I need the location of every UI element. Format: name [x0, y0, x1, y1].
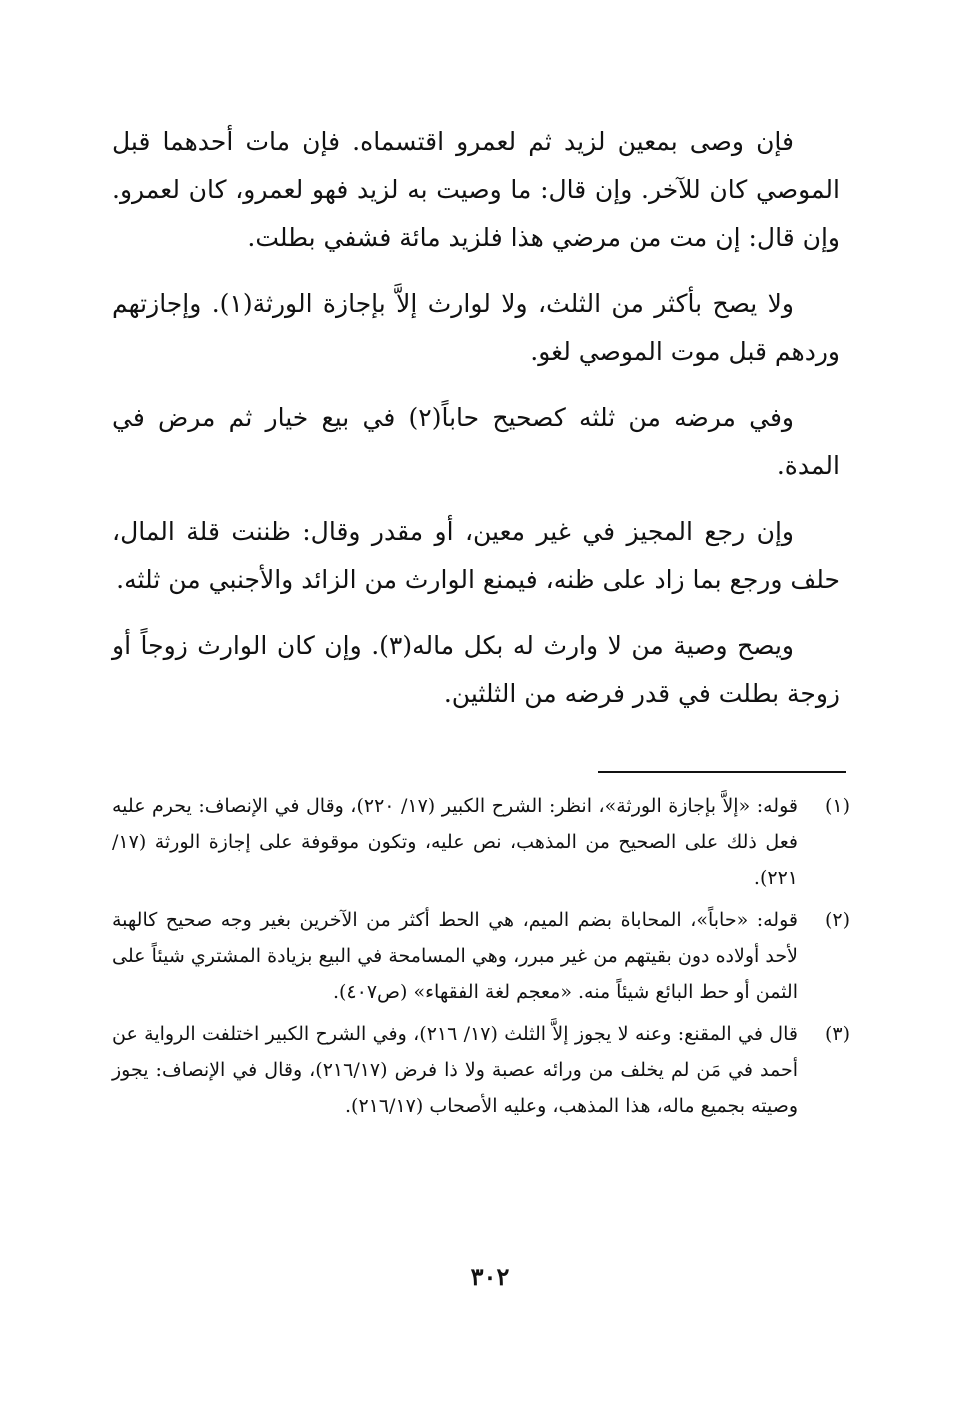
footnote-2	[112, 902, 850, 1010]
page-number: ٣٠٢	[470, 1262, 510, 1291]
footnote-text: قوله: «حاباً»، المحاباة بضم الميم، هي الحط أكثر من الآخرين بغير وجه صحيح كالهبة لأحد أولاده دون بقيتهم من غير مبرر، وهي المسامحة في البيع بزيادة المشتري شيئاً على الثمن أو حط البائع شيئاً منه. «معجم لغة الفقهاء» (ص٤٠٧).	[112, 909, 798, 1003]
main-text-body	[112, 118, 840, 736]
paragraph-illness: وفي مرضه من ثلثه كصحيح حاباً(٢) في بيع خيار ثم مرض في المدة.	[112, 403, 840, 480]
footnote-3	[112, 1016, 850, 1124]
paragraph-bequest-to-zaid-and-amr: فإن وصى بمعين لزيد ثم لعمرو اقتسماه. فإن مات أحدهما قبل الموصي كان للآخر. وإن قال: ما وصيت به لزيد فهو لعمرو، كان لعمرو. وإن قال: إن مت من مرضي هذا فلزيد مائة فشفي بطلت.	[112, 127, 840, 252]
paragraph-no-heir: ويصح وصية من لا وارث له بكل ماله(٣). وإن كان الوارث زوجاً أو زوجة بطلت في قدر فرضه من الثلثين.	[112, 631, 840, 708]
paragraph-retraction: وإن رجع المجيز في غير معين، أو مقدر وقال: ظننت قلة المال، حلف ورجع بما زاد على ظنه، فيمنع الوارث من الزائد والأجنبي من ثلثه.	[112, 517, 840, 594]
footnote-number: (١)	[824, 795, 850, 817]
footnote-text: قوله: «إلاَّ بإجازة الورثة»، انظر: الشرح الكبير (١٧/ ٢٢٠)، وقال في الإنصاف: يحرم عليه فعل ذلك على الصحيح من المذهب، نص عليه، وتكون موقوفة على إجازة الورثة (١٧/ ٢٢١).	[112, 795, 798, 889]
footnote-number: (٣)	[824, 1023, 850, 1045]
paragraph-third-limit: ولا يصح بأكثر من الثلث، ولا لوارث إلاَّ بإجازة الورثة(١). وإجازتهم وردهم قبل موت الموصي لغو.	[112, 289, 840, 366]
footnote-number: (٢)	[824, 909, 850, 931]
footnotes-section	[112, 788, 850, 1130]
footnote-text: قال في المقنع: وعنه لا يجوز إلاَّ الثلث (١٧/ ٢١٦)، وفي الشرح الكبير اختلفت الرواية عن أحمد في مَن لم يخلف من ورائه عصبة ولا ذا فرض (٢١٦/١٧)، وقال في الإنصاف: يجوز وصيته بجميع ماله، هذا المذهب، وعليه الأصحاب (٢١٦/١٧).	[112, 1023, 798, 1117]
footnote-1	[112, 788, 850, 896]
footnote-divider	[598, 771, 846, 773]
